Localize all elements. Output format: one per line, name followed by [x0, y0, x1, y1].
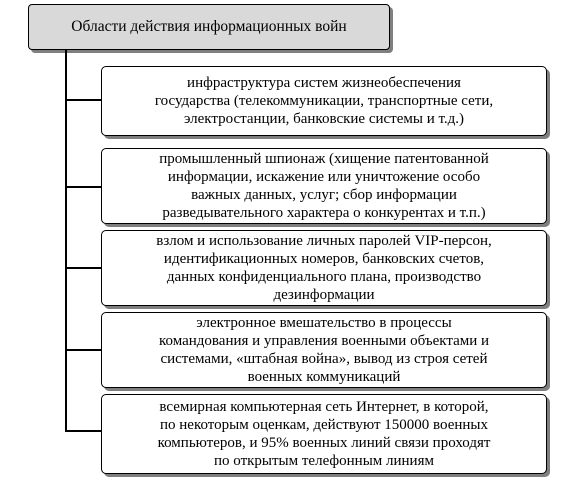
area-text: всемирная компьютерная сеть Интернет, в которой, по некоторым оценкам, действуют 150000 военных компьютеров, и 95% военных линий связи проходят по открытым телефонным линиям: [157, 399, 491, 469]
connector-1: [65, 99, 102, 101]
connector-2: [65, 186, 102, 188]
diagram-title-box: [28, 4, 390, 50]
area-text: взлом и использование личных паролей VIP-персон, идентификационных номеров, банковских счетов, данных конфиденциального плана, производство дезинформации: [156, 233, 492, 303]
area-box-infrastructure: [101, 66, 547, 136]
area-text: электронное вмешательство в процессы командования и управления военными объектами и системами, «штабная война», вывод из строя сетей военных коммуникаций: [158, 315, 490, 385]
diagram-title: Области действия информационных войн: [71, 18, 347, 35]
area-text: инфраструктура систем жизнеобеспечения государства (телекоммуникации, транспортные сети, электростанции, банковские системы и т.д.): [154, 75, 494, 127]
area-box-industrial-espionage: [101, 148, 547, 224]
area-box-internet: [101, 394, 547, 474]
connector-3: [65, 267, 102, 269]
area-box-password-hacking: [101, 230, 547, 306]
area-text: промышленный шпионаж (хищение патентованной информации, искажение или уничтожение особо важных данных, услуг; сбор информации разведывательного характера о конкурентах и т.п.): [159, 151, 489, 221]
connector-5: [65, 430, 102, 432]
area-box-command-control: [101, 312, 547, 388]
connector-spine: [65, 50, 67, 431]
connector-4: [65, 349, 102, 351]
